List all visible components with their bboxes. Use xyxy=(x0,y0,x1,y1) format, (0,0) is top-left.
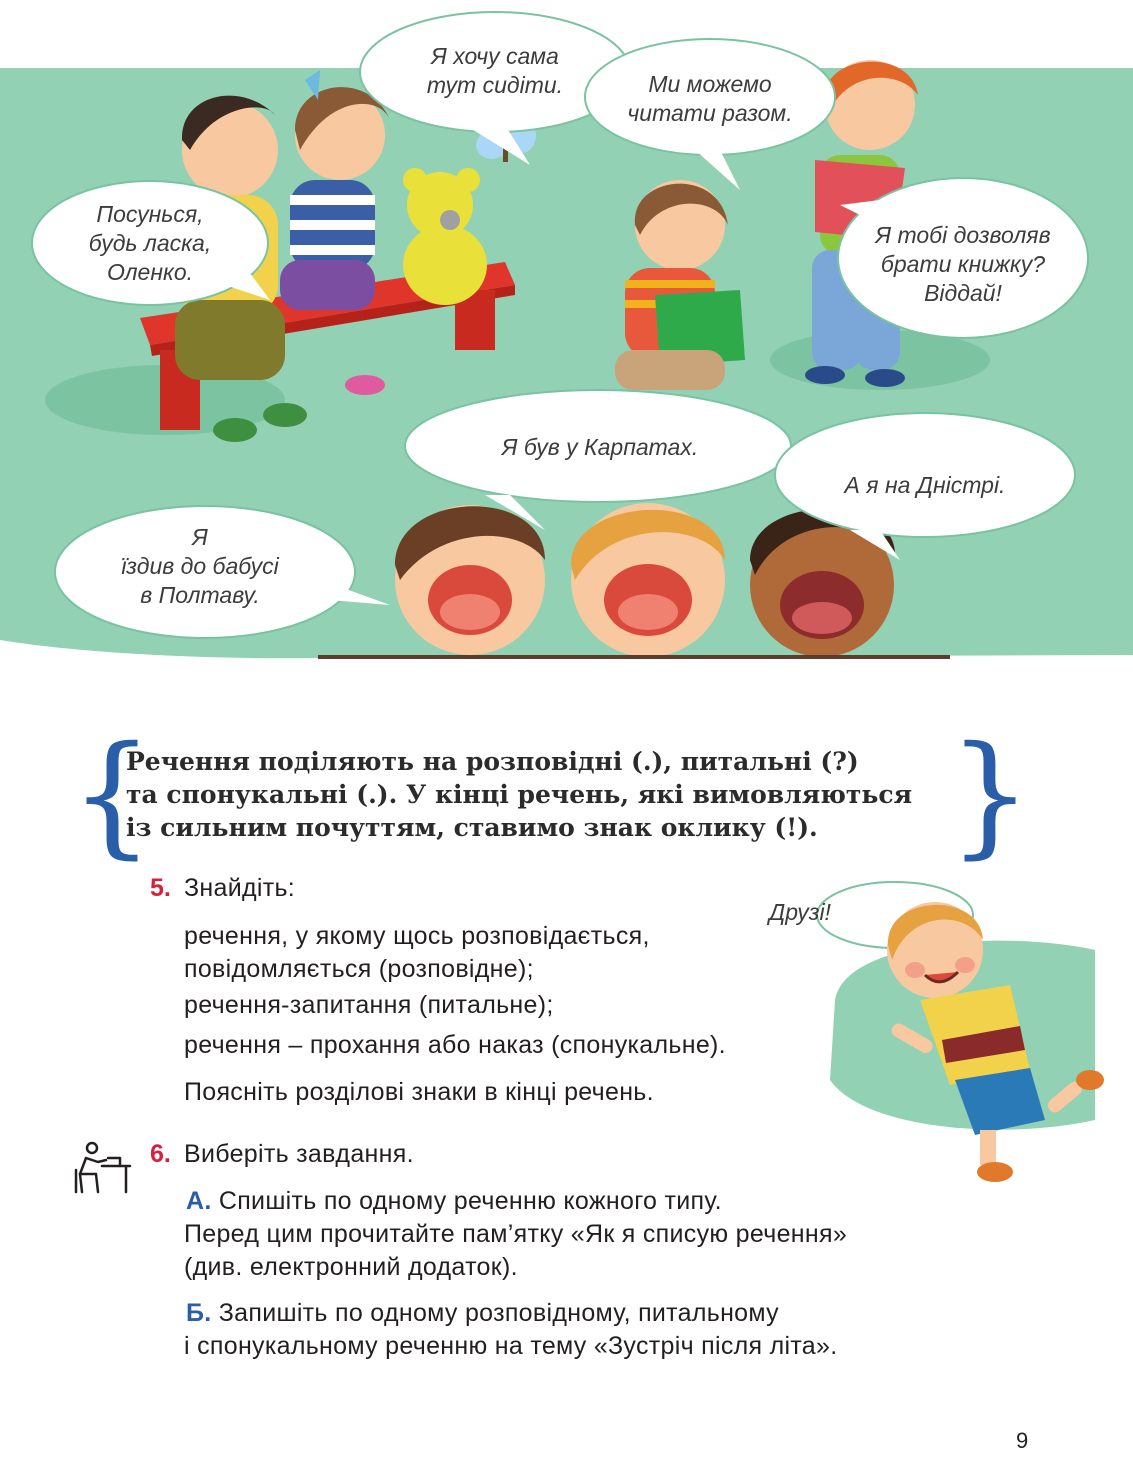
speech-bubble-3-text: Ми можемо читати разом. xyxy=(627,71,793,126)
teddy-bear-figure xyxy=(403,168,487,305)
speech-bubble-5-text: Я був у Карпатах. xyxy=(501,434,699,460)
left-brace: { xyxy=(70,718,154,872)
task-6-option-b-line: Б. Запишіть по одному розповідному, питальному xyxy=(186,1299,779,1327)
option-a-letter: А. xyxy=(186,1187,212,1215)
three-kids-figure xyxy=(395,503,895,657)
right-brace: } xyxy=(948,718,1032,872)
task-5-title: Знайдіть: xyxy=(184,874,296,902)
speech-bubble-4-text: Я тобі дозволяв брати книжку? Віддай! xyxy=(875,222,1051,306)
rule-line: із сильним почуттям, ставимо знак оклику (!). xyxy=(126,813,818,842)
task-6-option-a-line: Перед цим прочитайте пам’ятку «Як я списую речення» xyxy=(184,1220,848,1248)
rule-line: Речення поділяють на розповідні (.), питальні (?) xyxy=(126,747,859,776)
rule-line: та спонукальні (.). У кінці речень, які вимовляються xyxy=(126,780,913,809)
rule-text xyxy=(126,745,956,844)
page-number: 9 xyxy=(1016,1428,1029,1453)
option-b-letter: Б. xyxy=(186,1299,212,1327)
task-5-number: 5. xyxy=(150,874,171,902)
task-6-title: Виберіть завдання. xyxy=(184,1140,414,1168)
speech-bubble-8-text: Друзі! xyxy=(769,899,831,925)
task-6-number: 6. xyxy=(150,1140,171,1168)
task-5-item: речення – прохання або наказ (спонукальне). xyxy=(184,1031,726,1059)
task-5-instruction: Поясніть розділові знаки в кінці речень. xyxy=(184,1078,654,1106)
speech-bubble-1-text: Посунься, будь ласка, Оленко. xyxy=(88,201,212,285)
rule-box xyxy=(70,718,1032,872)
running-boy-drawing xyxy=(880,890,1120,1190)
speech-bubble-2-text: Я хочу сама тут сидіти. xyxy=(426,43,564,98)
illustration xyxy=(0,0,1133,680)
task-6-option-a-line: А. Спишіть по одному реченню кожного типу. xyxy=(186,1187,722,1215)
speech-bubble-6-text: А я на Дністрі. xyxy=(844,472,1006,498)
speech-bubble-7-text: Я їздив до бабусі в Полтаву. xyxy=(121,524,279,608)
student-at-desk-icon xyxy=(72,1140,132,1200)
task-5-item: речення, у якому щось розповідається, xyxy=(184,922,650,950)
task-5-item: повідомляється (розповідне); xyxy=(184,955,534,983)
task-5-item: речення-запитання (питальне); xyxy=(184,991,554,1019)
task-6-option-a-line: (див. електронний додаток). xyxy=(184,1253,518,1281)
task-6-option-b-line: і спонукальному реченню на тему «Зустріч після літа». xyxy=(184,1332,838,1360)
